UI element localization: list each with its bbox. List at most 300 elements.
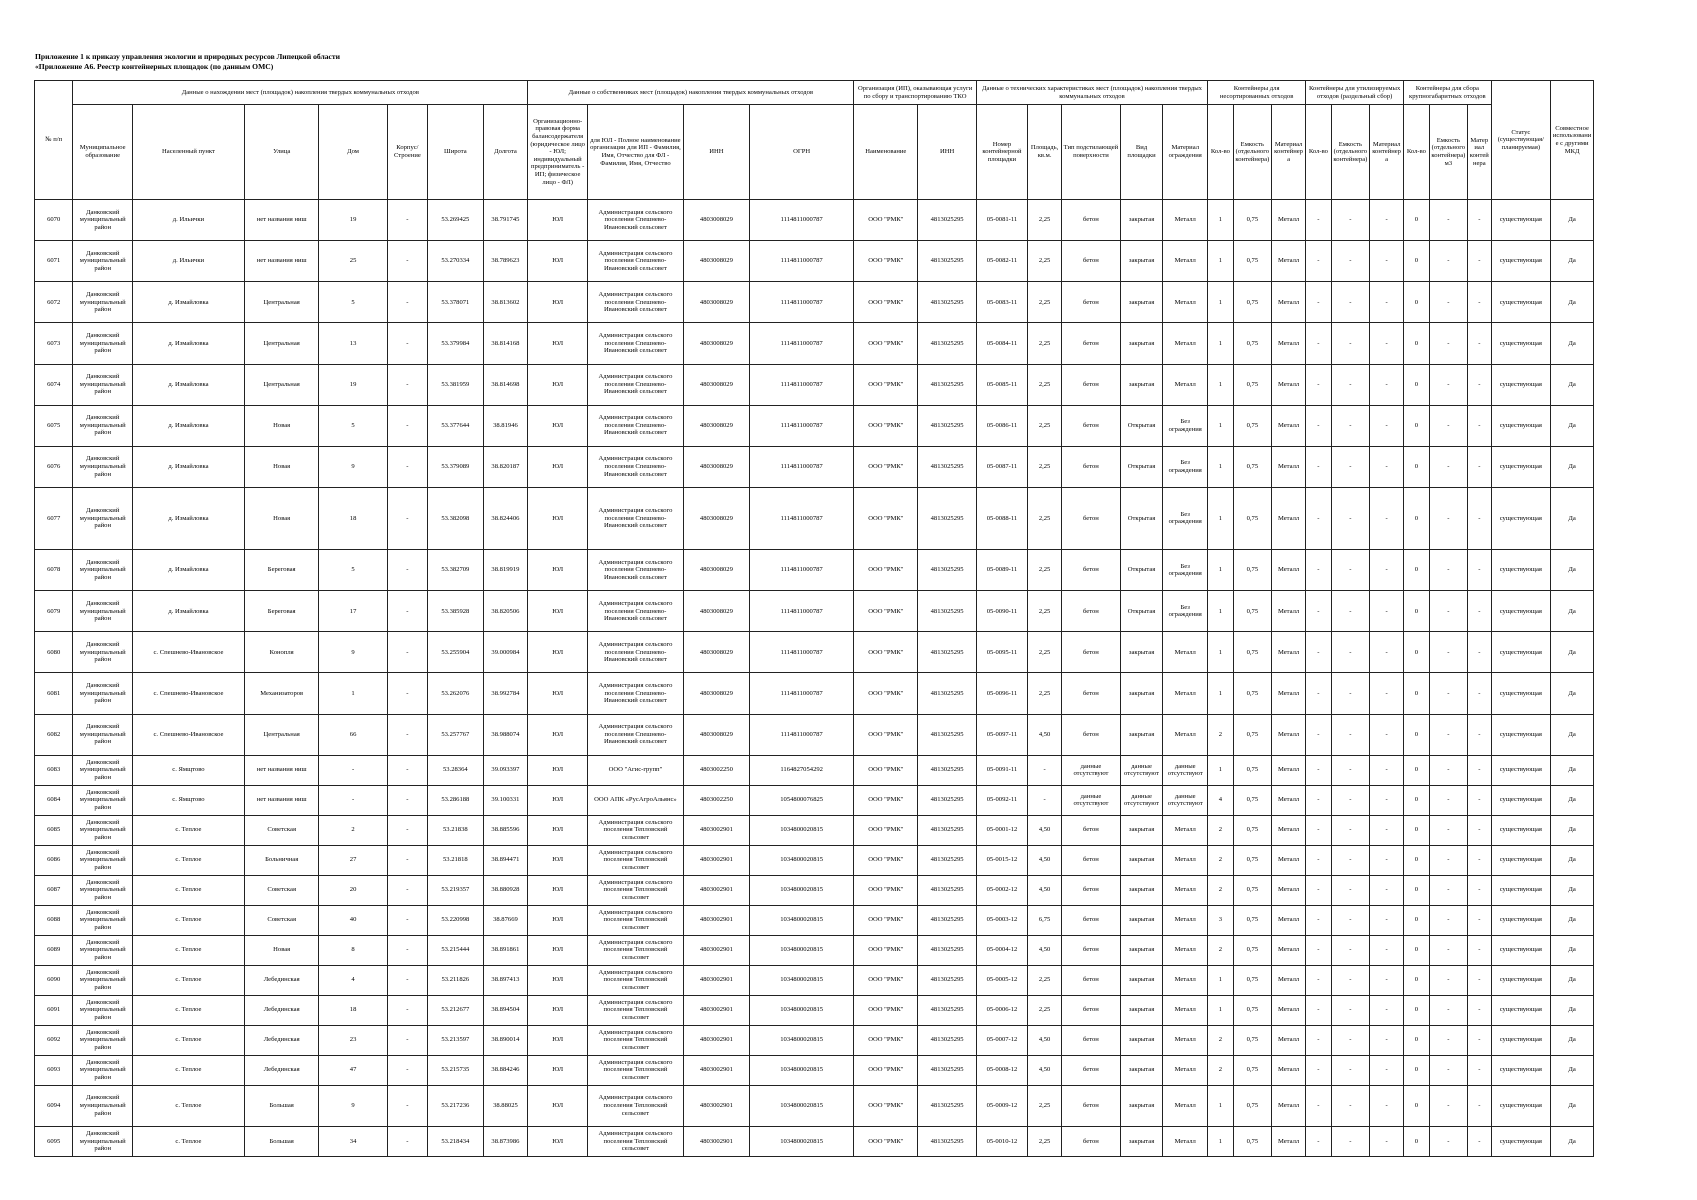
table-cell: 2 [1208, 1025, 1234, 1055]
table-cell: Администрация сельского поселения Спешнево-Ивановский сельсовет [587, 446, 683, 487]
table-cell: Данковский муниципальный район [73, 446, 133, 487]
table-cell: Металл [1163, 200, 1208, 241]
table-cell: 2 [1208, 875, 1234, 905]
table-cell: 0 [1404, 364, 1430, 405]
table-cell: 4803008029 [683, 632, 749, 673]
table-cell: бетон [1062, 1126, 1121, 1156]
table-cell: Металл [1272, 591, 1306, 632]
table-cell: 53.255904 [428, 632, 483, 673]
table-cell: - [387, 755, 427, 785]
table-cell: - [1370, 487, 1404, 549]
table-cell: 2,25 [1028, 995, 1062, 1025]
column-header: Тип подстилающей поверхности [1062, 105, 1121, 200]
table-cell: нет названия ниш [244, 241, 319, 282]
table-cell: 0 [1404, 995, 1430, 1025]
table-cell: 0,75 [1233, 446, 1271, 487]
table-cell: данные отсутствуют [1120, 785, 1163, 815]
table-cell: - [1331, 995, 1369, 1025]
table-cell: 38.88025 [483, 1085, 528, 1126]
table-cell: 38.814698 [483, 364, 528, 405]
table-cell: Большая [244, 1126, 319, 1156]
table-cell: 05-0084-11 [976, 323, 1027, 364]
table-cell: 05-0092-11 [976, 785, 1027, 815]
table-cell: - [1306, 550, 1332, 591]
table-cell: ООО "РМК" [854, 200, 918, 241]
table-cell: - [1306, 845, 1332, 875]
table-cell: 0,75 [1233, 282, 1271, 323]
table-cell: Администрация сельского поселения Тепловский сельсовет [587, 935, 683, 965]
table-cell: ЮЛ [528, 965, 588, 995]
table-cell: - [1331, 446, 1369, 487]
table-cell: Данковский муниципальный район [73, 632, 133, 673]
table-cell: бетон [1062, 323, 1121, 364]
table-cell: - [1370, 632, 1404, 673]
table-cell: Да [1551, 785, 1594, 815]
table-cell: Металл [1163, 845, 1208, 875]
table-cell: 4803008029 [683, 591, 749, 632]
table-cell: существующая [1491, 1055, 1551, 1085]
table-cell: - [1429, 815, 1467, 845]
table-cell: 4,50 [1028, 1055, 1062, 1085]
table-cell: закрытая [1120, 1055, 1163, 1085]
table-cell: - [1468, 845, 1491, 875]
table-cell: 4813025295 [918, 875, 977, 905]
table-cell: 53.211826 [428, 965, 483, 995]
table-cell: бетон [1062, 815, 1121, 845]
table-cell: - [1331, 785, 1369, 815]
table-cell: Береговая [244, 591, 319, 632]
table-cell: - [1306, 446, 1332, 487]
table-cell: 05-0005-12 [976, 965, 1027, 995]
table-cell: Данковский муниципальный район [73, 995, 133, 1025]
table-cell: с. Спешнево-Ивановское [133, 714, 245, 755]
table-cell: 39.093397 [483, 755, 528, 785]
table-cell: бетон [1062, 1055, 1121, 1085]
table-cell: - [1468, 550, 1491, 591]
table-cell: 4813025295 [918, 550, 977, 591]
table-cell: 4803002250 [683, 755, 749, 785]
table-cell: бетон [1062, 241, 1121, 282]
table-cell: д. Измайловка [133, 405, 245, 446]
table-cell: - [1429, 591, 1467, 632]
table-cell: 1114811000787 [749, 487, 853, 549]
table-cell: с. Теплое [133, 905, 245, 935]
table-cell: 4803002901 [683, 815, 749, 845]
table-cell: Администрация сельского поселения Тепловский сельсовет [587, 1025, 683, 1055]
table-cell: ЮЛ [528, 591, 588, 632]
table-cell: - [1429, 282, 1467, 323]
table-cell: Данковский муниципальный район [73, 905, 133, 935]
table-cell: Без ограждения [1163, 405, 1208, 446]
table-cell: - [1331, 1025, 1369, 1055]
table-cell: Центральная [244, 714, 319, 755]
table-cell: - [1468, 282, 1491, 323]
table-cell: 05-0097-11 [976, 714, 1027, 755]
table-cell: 1164827054292 [749, 755, 853, 785]
table-cell: 53.262076 [428, 673, 483, 714]
table-cell: 1 [1208, 405, 1234, 446]
table-cell: 53.220998 [428, 905, 483, 935]
table-cell: 38.813602 [483, 282, 528, 323]
table-cell: бетон [1062, 200, 1121, 241]
table-cell: Да [1551, 405, 1594, 446]
table-cell: 1 [1208, 965, 1234, 995]
table-cell: 1114811000787 [749, 405, 853, 446]
table-cell: Данковский муниципальный район [73, 755, 133, 785]
table-cell: - [1468, 1085, 1491, 1126]
table-cell: 2 [319, 815, 387, 845]
table-cell: бетон [1062, 487, 1121, 549]
table-cell: ЮЛ [528, 1085, 588, 1126]
table-cell: закрытая [1120, 364, 1163, 405]
table-cell: Данковский муниципальный район [73, 875, 133, 905]
table-cell: 53.257767 [428, 714, 483, 755]
group-owners: Данные о собственниках мест (площадок) накопления твердых коммунальных отходов [528, 81, 854, 105]
col-status: Статус (существующая/планируемая) [1491, 81, 1551, 200]
table-cell: - [1306, 935, 1332, 965]
table-cell: существующая [1491, 815, 1551, 845]
table-cell: ЮЛ [528, 282, 588, 323]
table-cell: 9 [319, 446, 387, 487]
table-cell: - [1429, 785, 1467, 815]
table-row [35, 815, 1594, 845]
table-cell: д. Измайловка [133, 446, 245, 487]
table-cell: - [387, 1085, 427, 1126]
table-cell: с. Теплое [133, 875, 245, 905]
table-cell: д. Измайловка [133, 282, 245, 323]
column-header: Организационно-правовая форма балансодержателя (юридическое лицо - ЮЛ; индивидуальный предприниматель - ИП; физическое лицо - ФЛ) [528, 105, 588, 200]
table-cell: Металл [1272, 785, 1306, 815]
table-cell: 0,75 [1233, 591, 1271, 632]
table-cell: - [1370, 714, 1404, 755]
table-cell: ЮЛ [528, 845, 588, 875]
table-cell: - [1331, 714, 1369, 755]
table-cell: 0,75 [1233, 673, 1271, 714]
table-cell: существующая [1491, 1085, 1551, 1126]
table-cell: - [1306, 591, 1332, 632]
table-cell: 1 [1208, 446, 1234, 487]
table-cell: Да [1551, 1055, 1594, 1085]
table-cell: 53.217236 [428, 1085, 483, 1126]
table-cell: Металл [1272, 632, 1306, 673]
table-cell: Металл [1272, 755, 1306, 785]
table-cell: 1 [1208, 550, 1234, 591]
table-cell: данные отсутствуют [1163, 785, 1208, 815]
table-cell: - [1370, 965, 1404, 995]
table-cell: 38.988074 [483, 714, 528, 755]
table-cell: ООО "РМК" [854, 935, 918, 965]
table-cell: бетон [1062, 714, 1121, 755]
table-cell: ООО "Агис-групп" [587, 755, 683, 785]
table-cell: - [1429, 905, 1467, 935]
table-cell: - [1306, 405, 1332, 446]
table-cell: данные отсутствуют [1062, 785, 1121, 815]
table-cell: - [1429, 935, 1467, 965]
table-cell: - [1331, 282, 1369, 323]
table-cell: 0 [1404, 965, 1430, 995]
table-cell: 0,75 [1233, 965, 1271, 995]
table-cell: 6076 [35, 446, 73, 487]
column-header: Номер контейнерной площадки [976, 105, 1027, 200]
table-cell: закрытая [1120, 1126, 1163, 1156]
table-cell: 0,75 [1233, 785, 1271, 815]
table-cell: Администрация сельского поселения Тепловский сельсовет [587, 1126, 683, 1156]
table-cell: - [387, 1025, 427, 1055]
table-cell: 4803002250 [683, 785, 749, 815]
table-cell: 6094 [35, 1085, 73, 1126]
table-cell: существующая [1491, 405, 1551, 446]
table-row [35, 282, 1594, 323]
table-row [35, 241, 1594, 282]
table-cell: 0,75 [1233, 200, 1271, 241]
table-cell: Администрация сельского поселения Спешнево-Ивановский сельсовет [587, 241, 683, 282]
table-cell: ООО "РМК" [854, 815, 918, 845]
column-header: Кол-во [1208, 105, 1234, 200]
table-cell: Администрация сельского поселения Спешнево-Ивановский сельсовет [587, 364, 683, 405]
table-cell: - [1331, 200, 1369, 241]
table-cell: 1 [1208, 1126, 1234, 1156]
table-cell: закрытая [1120, 241, 1163, 282]
table-cell: существующая [1491, 714, 1551, 755]
table-cell: 05-0001-12 [976, 815, 1027, 845]
table-cell: закрытая [1120, 815, 1163, 845]
table-cell: - [1370, 815, 1404, 845]
table-cell: - [387, 1055, 427, 1085]
table-cell: 2 [1208, 714, 1234, 755]
table-cell: 1034800020815 [749, 845, 853, 875]
table-cell: - [1028, 785, 1062, 815]
table-cell: ООО "РМК" [854, 405, 918, 446]
table-cell: 4813025295 [918, 673, 977, 714]
table-cell: 2,25 [1028, 673, 1062, 714]
column-header: Кол-во [1306, 105, 1332, 200]
column-header-row [35, 105, 1594, 200]
table-cell: 05-0091-11 [976, 755, 1027, 785]
table-cell: Металл [1163, 364, 1208, 405]
table-cell: 4813025295 [918, 905, 977, 935]
table-cell: Большая [244, 1085, 319, 1126]
table-cell: ЮЛ [528, 632, 588, 673]
table-cell: Металл [1272, 845, 1306, 875]
table-cell: ЮЛ [528, 935, 588, 965]
table-cell: Новая [244, 446, 319, 487]
col-number: № п/п [35, 81, 73, 200]
column-header: Материал ограждения [1163, 105, 1208, 200]
table-cell: Металл [1272, 1025, 1306, 1055]
table-cell: Да [1551, 364, 1594, 405]
table-cell: 0,75 [1233, 487, 1271, 549]
table-cell: закрытая [1120, 995, 1163, 1025]
table-cell: Конопля [244, 632, 319, 673]
table-cell: - [1468, 815, 1491, 845]
table-cell: Металл [1163, 632, 1208, 673]
group-location: Данные о нахождении мест (площадок) накопления твердых коммунальных отходов [73, 81, 528, 105]
table-cell: 1114811000787 [749, 282, 853, 323]
table-cell: Администрация сельского поселения Спешнево-Ивановский сельсовет [587, 714, 683, 755]
table-cell: 0 [1404, 282, 1430, 323]
table-cell: 4803002901 [683, 875, 749, 905]
table-cell: - [387, 446, 427, 487]
table-cell: - [1370, 1055, 1404, 1085]
table-cell: 4803002901 [683, 905, 749, 935]
table-cell: Данковский муниципальный район [73, 714, 133, 755]
table-cell: Лебединская [244, 995, 319, 1025]
table-cell: Металл [1163, 673, 1208, 714]
table-cell: - [1370, 200, 1404, 241]
table-cell: - [1468, 1055, 1491, 1085]
table-cell: ООО "РМК" [854, 1025, 918, 1055]
table-cell: 4803008029 [683, 550, 749, 591]
table-cell: - [1468, 1126, 1491, 1156]
table-cell: 4803002901 [683, 1126, 749, 1156]
table-cell: Администрация сельского поселения Тепловский сельсовет [587, 905, 683, 935]
table-cell: 05-0081-11 [976, 200, 1027, 241]
table-cell: 0 [1404, 487, 1430, 549]
table-cell: Металл [1163, 1055, 1208, 1085]
table-cell: 2,25 [1028, 405, 1062, 446]
table-row [35, 995, 1594, 1025]
table-cell: - [387, 323, 427, 364]
table-cell: 0,75 [1233, 905, 1271, 935]
table-cell: 1034800020815 [749, 815, 853, 845]
table-cell: 4,50 [1028, 1025, 1062, 1055]
table-cell: с. Теплое [133, 935, 245, 965]
table-cell: 6088 [35, 905, 73, 935]
column-header: Вид площадки [1120, 105, 1163, 200]
table-cell: 6074 [35, 364, 73, 405]
table-cell: существующая [1491, 755, 1551, 785]
table-cell: - [1331, 1085, 1369, 1126]
table-cell: 19 [319, 364, 387, 405]
table-cell: 4803008029 [683, 487, 749, 549]
table-cell: ЮЛ [528, 487, 588, 549]
table-cell: ООО "РМК" [854, 364, 918, 405]
table-cell: 0,75 [1233, 875, 1271, 905]
table-cell: существующая [1491, 845, 1551, 875]
table-cell: ООО "РМК" [854, 1055, 918, 1085]
table-cell: Данковский муниципальный район [73, 323, 133, 364]
table-cell: с. Теплое [133, 965, 245, 995]
table-row [35, 364, 1594, 405]
table-cell: 0,75 [1233, 755, 1271, 785]
table-cell: 39.100331 [483, 785, 528, 815]
table-cell: закрытая [1120, 875, 1163, 905]
table-cell: - [1468, 364, 1491, 405]
table-cell: 18 [319, 995, 387, 1025]
table-cell: - [1331, 965, 1369, 995]
table-cell: 4813025295 [918, 845, 977, 875]
table-cell: 4803008029 [683, 673, 749, 714]
table-cell: ООО "РМК" [854, 673, 918, 714]
table-cell: 1034800020815 [749, 935, 853, 965]
table-cell: Металл [1272, 241, 1306, 282]
table-cell: 6081 [35, 673, 73, 714]
table-cell: - [1370, 446, 1404, 487]
table-cell: 0,75 [1233, 714, 1271, 755]
table-cell: Открытая [1120, 405, 1163, 446]
table-cell: ООО "РМК" [854, 845, 918, 875]
table-cell: 1054800076825 [749, 785, 853, 815]
table-cell: с. Теплое [133, 1126, 245, 1156]
table-cell: д. Измайловка [133, 550, 245, 591]
table-cell: 25 [319, 241, 387, 282]
table-cell: Металл [1272, 1085, 1306, 1126]
table-row [35, 1055, 1594, 1085]
table-cell: 4,50 [1028, 935, 1062, 965]
table-cell: 1114811000787 [749, 550, 853, 591]
column-header: ИНН [918, 105, 977, 200]
table-row [35, 714, 1594, 755]
table-cell: 39.000984 [483, 632, 528, 673]
table-cell: - [1306, 200, 1332, 241]
table-cell: - [387, 995, 427, 1025]
column-header: Емкость (отдельного контейнера) [1233, 105, 1271, 200]
table-row [35, 845, 1594, 875]
table-cell: существующая [1491, 1025, 1551, 1055]
table-cell: - [1468, 965, 1491, 995]
table-cell: 4803002901 [683, 935, 749, 965]
table-cell: - [1370, 673, 1404, 714]
table-cell: - [1370, 364, 1404, 405]
table-cell: 1114811000787 [749, 323, 853, 364]
table-cell: 4813025295 [918, 815, 977, 845]
table-cell: существующая [1491, 995, 1551, 1025]
table-cell: существующая [1491, 323, 1551, 364]
table-cell: 2 [1208, 1055, 1234, 1085]
table-cell: 1034800020815 [749, 905, 853, 935]
table-cell: 38.992784 [483, 673, 528, 714]
table-cell: Металл [1163, 995, 1208, 1025]
group-recyclable-containers: Контейнеры для утилизируемых отходов (раздельный сбор) [1306, 81, 1404, 105]
table-cell: 4803002901 [683, 995, 749, 1025]
table-cell: 1 [1208, 323, 1234, 364]
group-unsorted-containers: Контейнеры для несортированных отходов [1208, 81, 1306, 105]
table-cell: ЮЛ [528, 755, 588, 785]
table-cell: 1114811000787 [749, 632, 853, 673]
table-cell: 4813025295 [918, 1055, 977, 1085]
table-cell: 1 [319, 673, 387, 714]
table-cell: Центральная [244, 323, 319, 364]
table-cell: 38.789623 [483, 241, 528, 282]
table-cell: 53.382098 [428, 487, 483, 549]
table-cell: Данковский муниципальный район [73, 673, 133, 714]
table-cell: Металл [1163, 282, 1208, 323]
table-cell: Данковский муниципальный район [73, 965, 133, 995]
table-cell: 1114811000787 [749, 200, 853, 241]
table-cell: Открытая [1120, 550, 1163, 591]
table-cell: д. Измайловка [133, 487, 245, 549]
table-cell: - [1370, 591, 1404, 632]
table-cell: 0 [1404, 935, 1430, 965]
table-cell: ООО "РМК" [854, 487, 918, 549]
table-cell: - [1468, 446, 1491, 487]
table-cell: - [387, 550, 427, 591]
table-cell: 05-0085-11 [976, 364, 1027, 405]
table-cell: - [1306, 905, 1332, 935]
table-cell: 9 [319, 632, 387, 673]
table-cell: - [1429, 405, 1467, 446]
table-row [35, 550, 1594, 591]
table-row [35, 323, 1594, 364]
table-cell: ЮЛ [528, 241, 588, 282]
table-cell: - [387, 965, 427, 995]
table-cell: 4803002901 [683, 1085, 749, 1126]
table-cell: существующая [1491, 965, 1551, 995]
table-cell: Администрация сельского поселения Спешнево-Ивановский сельсовет [587, 405, 683, 446]
table-cell: 0 [1404, 1085, 1430, 1126]
table-cell: 1 [1208, 632, 1234, 673]
column-header: Кол-во [1404, 105, 1430, 200]
